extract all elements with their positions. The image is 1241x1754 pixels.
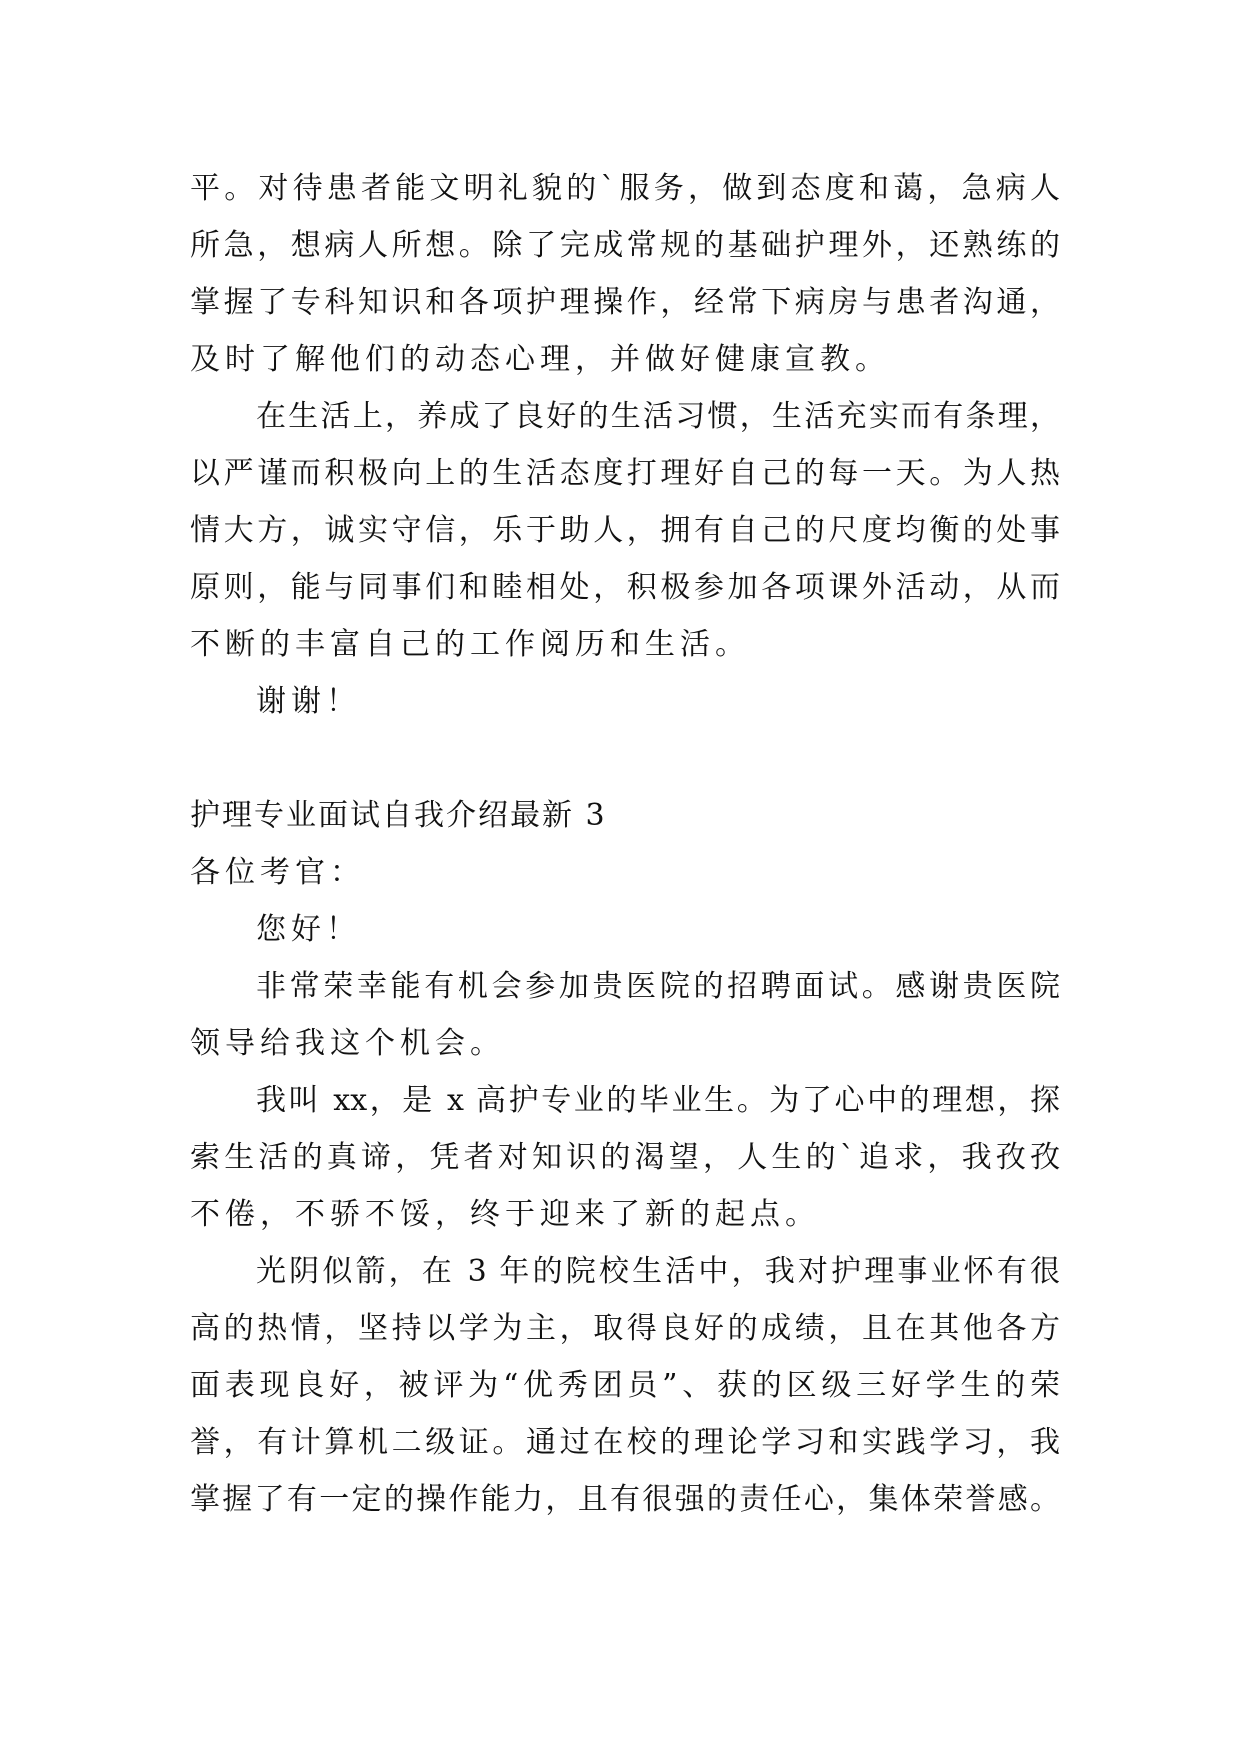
text-line: 在生活上，养成了良好的生活习惯，生活充实而有条理，: [256, 399, 1060, 434]
text-line: 不倦，不骄不馁，终于迎来了新的起点。: [190, 1197, 820, 1232]
text-line: 情大方，诚实守信，乐于助人，拥有自己的尺度均衡的处事: [190, 513, 1060, 548]
greeting: 您好！: [256, 912, 361, 947]
document-body: [190, 160, 1060, 1528]
text-line: 非常荣幸能有机会参加贵医院的招聘面试。感谢贵医院: [256, 969, 1060, 1004]
text-line: 平。对待患者能文明礼貌的`服务，做到态度和蔼，急病人: [190, 171, 1060, 206]
section-title: 护理专业面试自我介绍最新 3: [190, 798, 607, 833]
section-gap: [190, 730, 1060, 787]
text-line: 索生活的真谛，凭者对知识的渴望，人生的`追求，我孜孜: [190, 1140, 1060, 1175]
text-line: 所急，想病人所想。除了完成常规的基础护理外，还熟练的: [190, 228, 1060, 263]
text-line: 掌握了有一定的操作能力，且有很强的责任心，集体荣誉感。: [190, 1482, 1060, 1517]
text-line: 我叫 xx，是 x 高护专业的毕业生。为了心中的理想，探: [256, 1083, 1060, 1118]
paragraph: [190, 1243, 1060, 1528]
text-line: 光阴似箭，在 3 年的院校生活中，我对护理事业怀有很: [256, 1254, 1060, 1289]
paragraph: [190, 958, 1060, 1072]
text-line: 誉，有计算机二级证。通过在校的理论学习和实践学习，我: [190, 1425, 1060, 1460]
text-line: 以严谨而积极向上的生活态度打理好自己的每一天。为人热: [190, 456, 1060, 491]
paragraph: [190, 1072, 1060, 1243]
text-line: 及时了解他们的动态心理，并做好健康宣教。: [190, 342, 890, 377]
text-line: 高的热情，坚持以学为主，取得良好的成绩，且在其他各方: [190, 1311, 1060, 1346]
paragraph: [190, 388, 1060, 673]
paragraph: [190, 160, 1060, 388]
text-line: 原则，能与同事们和睦相处，积极参加各项课外活动，从而: [190, 570, 1060, 605]
text-line: 面表现良好，被评为“优秀团员”、获的区级三好学生的荣: [190, 1368, 1060, 1403]
text-line: 领导给我这个机会。: [190, 1026, 505, 1061]
text-line: 不断的丰富自己的工作阅历和生活。: [190, 627, 750, 662]
closing-thanks: 谢谢！: [256, 684, 361, 719]
salutation: 各位考官：: [190, 855, 365, 890]
text-line: 掌握了专科知识和各项护理操作，经常下病房与患者沟通，: [190, 285, 1060, 320]
